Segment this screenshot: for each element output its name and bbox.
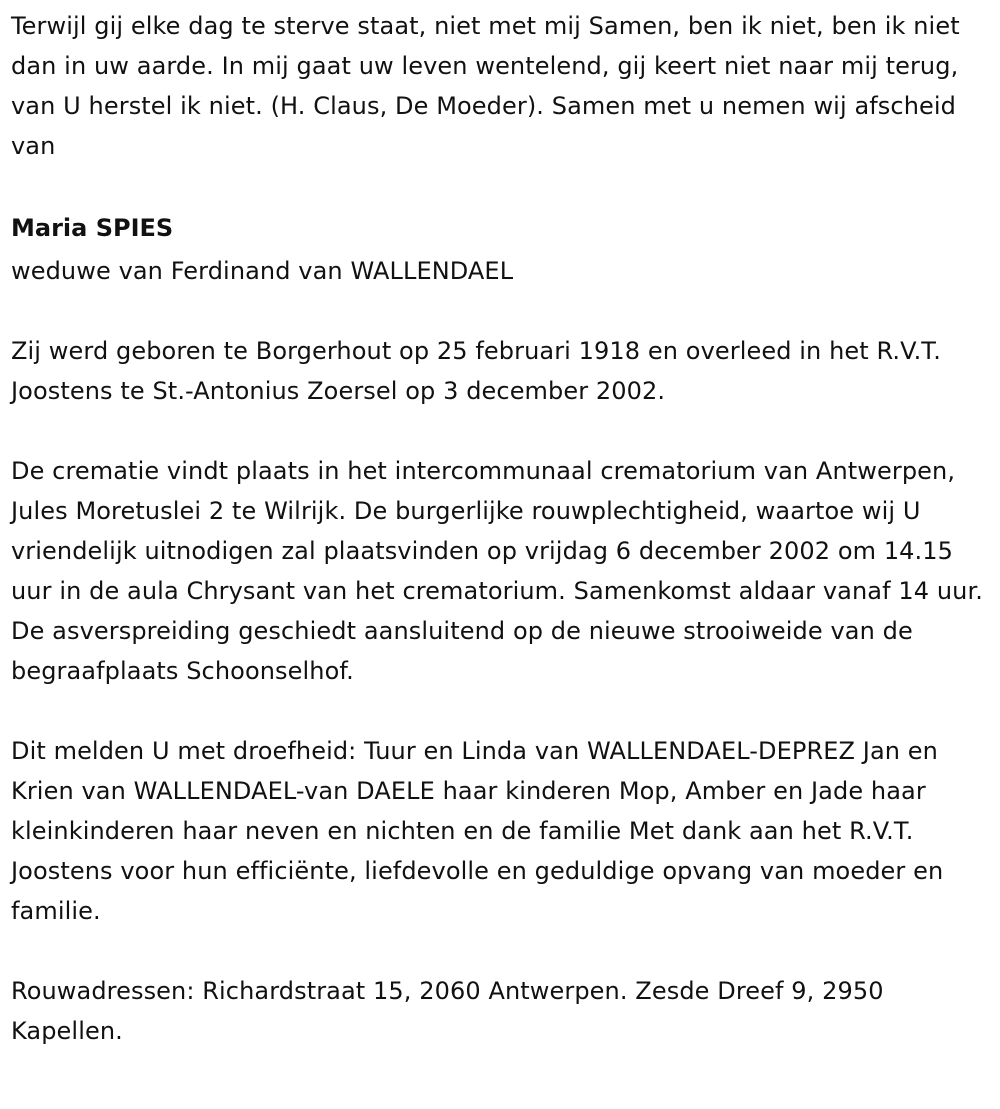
addresses-paragraph: Rouwadressen: Richardstraat 15, 2060 Antwerpen. Zesde Dreef 9, 2950 Kapellen. (11, 977, 884, 1045)
paragraph-gap (11, 931, 990, 971)
intro-quote: Terwijl gij elke dag te sterve staat, niet met mij Samen, ben ik niet, ben ik niet dan in uw aarde. In mij gaat uw leven wentelend, gij keert niet naar mij terug, van U herstel ik niet. (H. Claus, De Moeder). Samen met u nemen wij afscheid van (11, 12, 960, 160)
deceased-name: Maria SPIES (11, 214, 174, 242)
family-paragraph: Dit melden U met droefheid: Tuur en Linda van WALLENDAEL-DEPREZ Jan en Krien van WALLENDAEL-van DAELE haar kinderen Mop, Amber en Jade haar kleinkinderen haar neven en nichten en de familie Met dank aan het R.V.T. Joostens voor hun efficiënte, liefdevolle en geduldige opvang van moeder en familie. (11, 737, 944, 925)
paragraph-gap (11, 411, 990, 451)
relation-line: weduwe van Ferdinand van WALLENDAEL (11, 257, 514, 285)
ceremony-paragraph: De crematie vindt plaats in het intercommunaal crematorium van Antwerpen, Jules Moretuslei 2 te Wilrijk. De burgerlijke rouwplechtigheid, waartoe wij U vriendelijk uitnodigen zal plaatsvinden op vrijdag 6 december 2002 om 14.15 uur in de aula Chrysant van het crematorium. Samenkomst aldaar vanaf 14 uur. De asverspreiding geschiedt aansluitend op de nieuwe strooiweide van de begraafplaats Schoonselhof. (11, 457, 983, 685)
paragraph-gap (11, 291, 990, 331)
paragraph-gap (11, 691, 990, 731)
birth-death-paragraph: Zij werd geboren te Borgerhout op 25 februari 1918 en overleed in het R.V.T. Joostens te St.-Antonius Zoersel op 3 december 2002. (11, 337, 941, 405)
